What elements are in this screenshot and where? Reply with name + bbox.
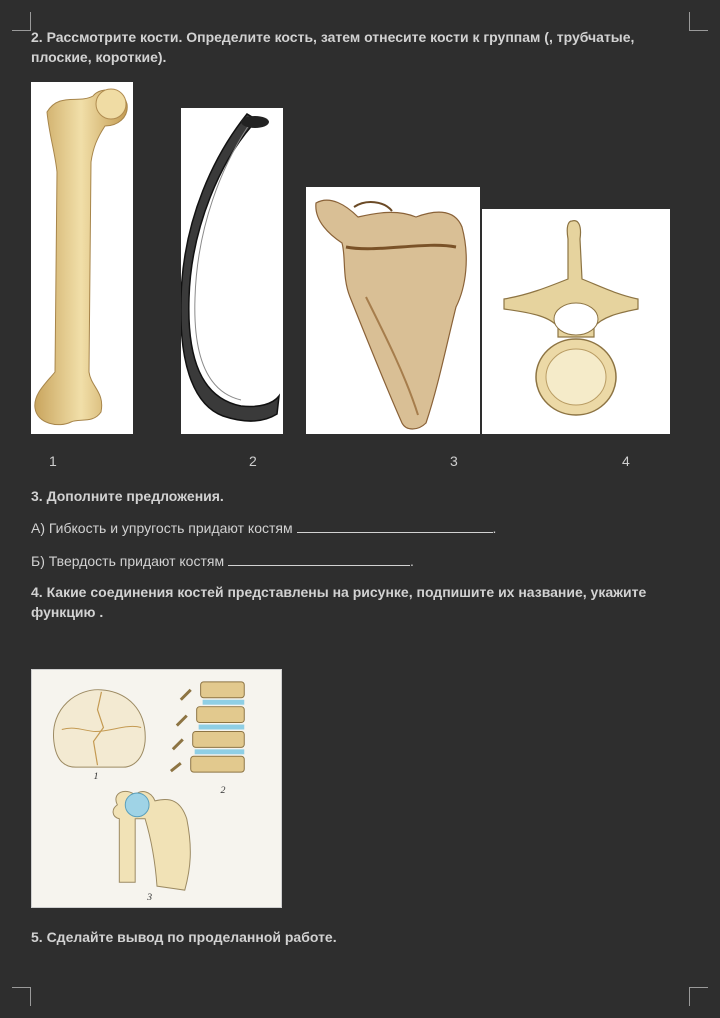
joints-figure — [31, 669, 282, 908]
bone-number-1: 1 — [49, 453, 57, 469]
spine-icon — [171, 682, 244, 772]
femur-icon — [31, 82, 133, 434]
vertebra-icon — [482, 209, 670, 434]
sentence-b — [31, 551, 671, 571]
bone-image-4 — [482, 209, 670, 434]
bone-image-3 — [306, 187, 480, 434]
sentence-b-text: Б) Твердость придают костям — [31, 553, 225, 569]
answer-blank-a[interactable] — [297, 520, 493, 533]
bone-number-4: 4 — [622, 453, 630, 469]
skull-icon — [53, 690, 145, 767]
page-corner-mark — [12, 12, 31, 31]
figure-label-2: 2 — [220, 784, 226, 796]
page-corner-mark — [689, 987, 708, 1006]
sentence-a-end: . — [492, 520, 497, 536]
question-4-text: 4. Какие соединения костей представлены на рисунке, подпишите их название, укажите функцию . — [31, 584, 647, 620]
bone-image-2 — [181, 108, 283, 434]
sentence-a — [31, 518, 671, 538]
question-5-text: 5. Сделайте вывод по проделанной работе. — [31, 929, 337, 945]
answer-blank-b[interactable] — [228, 553, 410, 566]
question-2-text: 2. Рассмотрите кости. Определите кость, затем отнесите кости к группам (, трубчатые, плоские, короткие). — [31, 29, 635, 65]
rib-icon — [181, 108, 283, 434]
question-3-title: 3. Дополните предложения. — [31, 488, 224, 504]
bone-number-2: 2 — [249, 453, 257, 469]
sentence-a-text: А) Гибкость и упругость придают костям — [31, 520, 293, 536]
scapula-icon — [306, 187, 480, 434]
page-corner-mark — [12, 987, 31, 1006]
sentence-b-end: . — [409, 553, 414, 569]
figure-label-3: 3 — [147, 892, 153, 904]
figure-label-1: 1 — [93, 771, 99, 783]
bone-image-1 — [31, 82, 133, 434]
shoulder-joint-icon — [113, 791, 190, 890]
bone-number-3: 3 — [450, 453, 458, 469]
page-corner-mark — [689, 12, 708, 31]
